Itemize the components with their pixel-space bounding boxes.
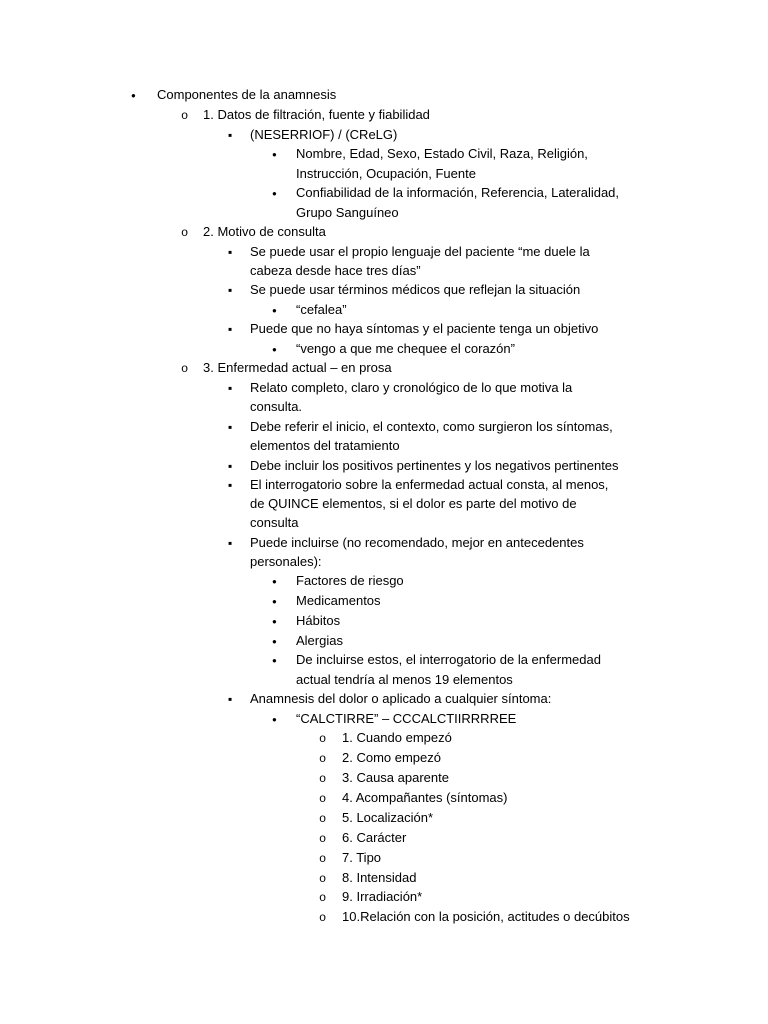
list-item: 9. Irradiación* (342, 889, 423, 904)
list-item: Medicamentos (296, 593, 381, 608)
bullet-circle-icon (319, 868, 326, 889)
bullet-circle-icon (181, 358, 188, 379)
list-item: Relato completo, claro y cronológico de lo que motiva la (250, 380, 573, 395)
list-item: Alergias (296, 633, 343, 648)
bullet-circle-icon (181, 222, 188, 243)
list-item-cont: elementos del tratamiento (250, 438, 400, 453)
list-item-cont: cabeza desde hace tres días” (250, 263, 421, 278)
bullet-circle-icon (319, 788, 326, 809)
list-item: De incluirse estos, el interrogatorio de la enfermedad (296, 652, 601, 667)
bullet-circle-icon (319, 768, 326, 789)
bullet-square-icon (228, 475, 232, 495)
list-item: Se puede usar términos médicos que reflejan la situación (250, 282, 581, 297)
list-item: 3. Causa aparente (342, 770, 449, 785)
section-3-title: 3. Enfermedad actual – en prosa (203, 360, 392, 375)
bullet-square-icon (228, 689, 232, 709)
bullet-square-icon (228, 242, 232, 262)
bullet-square-icon (228, 378, 232, 398)
list-item: “cefalea” (296, 302, 347, 317)
bullet-circle-icon (181, 105, 188, 126)
list-item: Confiabilidad de la información, Referencia, Lateralidad, (296, 185, 620, 200)
list-item: Se puede usar el propio lenguaje del paciente “me duele la (250, 244, 590, 259)
section-2-title: 2. Motivo de consulta (203, 224, 326, 239)
list-item: 1. Cuando empezó (342, 730, 452, 745)
bullet-disc-icon (131, 85, 136, 105)
bullet-circle-icon (319, 848, 326, 869)
list-item-cont: Instrucción, Ocupación, Fuente (296, 166, 476, 181)
bullet-circle-icon (319, 808, 326, 829)
bullet-square-icon (228, 456, 232, 476)
list-item: 5. Localización* (342, 810, 434, 825)
bullet-square-icon (228, 319, 232, 339)
list-item: Debe incluir los positivos pertinentes y los negativos pertinentes (250, 458, 619, 473)
bullet-disc-icon (272, 300, 277, 320)
list-item: “CALCTIRRE” – CCCALCTIIRRRREE (296, 711, 517, 726)
list-item: Debe referir el inicio, el contexto, como surgieron los síntomas, (250, 419, 613, 434)
list-item-cont: de QUINCE elementos, si el dolor es parte del motivo de (250, 496, 577, 511)
section-1-title: 1. Datos de filtración, fuente y fiabilidad (203, 107, 430, 122)
list-item-cont: actual tendría al menos 19 elementos (296, 672, 513, 687)
list-item: 8. Intensidad (342, 870, 417, 885)
list-item: “vengo a que me chequee el corazón” (296, 341, 515, 356)
list-item-cont: Grupo Sanguíneo (296, 205, 399, 220)
bullet-disc-icon (272, 339, 277, 359)
bullet-square-icon (228, 417, 232, 437)
bullet-disc-icon (272, 709, 277, 729)
bullet-disc-icon (272, 183, 277, 203)
bullet-disc-icon (272, 611, 277, 631)
bullet-circle-icon (319, 887, 326, 908)
list-item: Puede incluirse (no recomendado, mejor en antecedentes (250, 535, 584, 550)
list-item: 4. Acompañantes (síntomas) (342, 790, 508, 805)
list-item: 6. Carácter (342, 830, 407, 845)
list-item: Puede que no haya síntomas y el paciente tenga un objetivo (250, 321, 599, 336)
list-item: 10.Relación con la posición, actitudes o decúbitos (342, 909, 630, 924)
list-item: Anamnesis del dolor o aplicado a cualquier síntoma: (250, 691, 552, 706)
list-item-cont: personales): (250, 554, 322, 569)
bullet-disc-icon (272, 571, 277, 591)
list-item: Factores de riesgo (296, 573, 404, 588)
bullet-disc-icon (272, 631, 277, 651)
bullet-square-icon (228, 533, 232, 553)
bullet-circle-icon (319, 907, 326, 928)
list-item: 2. Como empezó (342, 750, 441, 765)
section-1-acronym: (NESERRIOF) / (CReLG) (250, 127, 398, 142)
bullet-circle-icon (319, 748, 326, 769)
list-item: El interrogatorio sobre la enfermedad actual consta, al menos, (250, 477, 609, 492)
list-item-cont: consulta (250, 515, 299, 530)
bullet-square-icon (228, 125, 232, 145)
bullet-circle-icon (319, 728, 326, 749)
list-item: Hábitos (296, 613, 341, 628)
list-item: 7. Tipo (342, 850, 382, 865)
list-item: Nombre, Edad, Sexo, Estado Civil, Raza, Religión, (296, 146, 588, 161)
bullet-disc-icon (272, 650, 277, 670)
bullet-circle-icon (319, 828, 326, 849)
bullet-square-icon (228, 280, 232, 300)
bullet-disc-icon (272, 144, 277, 164)
bullet-disc-icon (272, 591, 277, 611)
list-item-cont: consulta. (250, 399, 303, 414)
main-heading: Componentes de la anamnesis (157, 87, 337, 102)
